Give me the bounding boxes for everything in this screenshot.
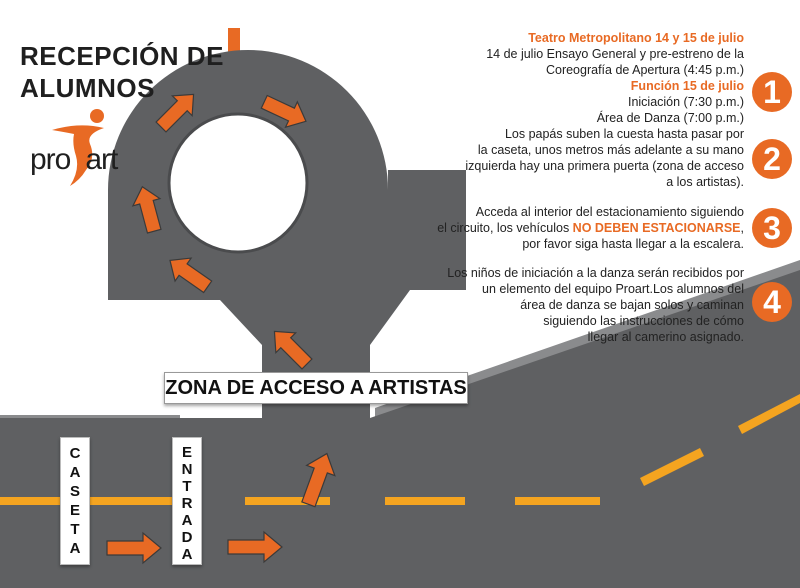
step-4-line-4: siguiendo las instrucciones de cómo <box>543 314 744 328</box>
step-3-badge: 3 <box>752 208 792 248</box>
entrada-letter: R <box>181 495 193 512</box>
step-2-badge: 2 <box>752 139 792 179</box>
step-3-line-1: Acceda al interior del estacionamiento siguiendo <box>475 205 744 219</box>
step-1-line-1: 14 de julio Ensayo General y pre-estreno de la <box>486 47 744 61</box>
caseta-sign <box>60 437 90 565</box>
step-1-line-4: Área de Danza (7:00 p.m.) <box>596 111 744 125</box>
step-1-line-3: Iniciación (7:30 p.m.) <box>627 95 744 109</box>
step-2-line-2: la caseta, unos metros más adelante a su mano <box>477 143 744 157</box>
no-parking-warning: NO DEBEN ESTACIONARSE <box>572 221 741 235</box>
caseta-letter: A <box>69 540 81 557</box>
caseta-letter: S <box>69 483 80 500</box>
step-4-line-2: un elemento del equipo Proart.Los alumnos del <box>482 282 744 296</box>
step-1-badge: 1 <box>752 72 792 112</box>
step-4-line-3: área de danza se bajan solos y caminan <box>520 298 744 312</box>
step-3-line-3: por favor siga hasta llegar a la escalera. <box>522 237 744 251</box>
step-3-line-2-end: , <box>740 221 744 235</box>
step-3-line-2-start: el circuito, los vehículos <box>437 221 573 235</box>
entrada-letter: A <box>181 512 193 529</box>
step-3-text <box>414 204 744 252</box>
step-3-line-2 <box>414 220 744 236</box>
entrada-letter: A <box>181 546 193 563</box>
step-2-line-3: izquierda hay una primera puerta (zona de acceso <box>465 159 744 173</box>
entrada-letter: E <box>181 444 192 461</box>
step-4-text <box>414 265 744 345</box>
caseta-letter: C <box>69 445 81 462</box>
step-2-line-1: Los papás suben la cuesta hasta pasar por <box>504 127 744 141</box>
step-1-subheading: Función 15 de julio <box>630 79 744 93</box>
step-4-line-5: llegar al camerino asignado. <box>587 330 744 344</box>
entrada-letter: N <box>181 461 193 478</box>
entrada-letter: T <box>182 478 192 495</box>
step-1-text <box>414 30 744 126</box>
step-2-line-4: a los artistas). <box>666 175 744 189</box>
entrada-letter: D <box>181 529 193 546</box>
artist-access-zone-label: ZONA DE ACCESO A ARTISTAS <box>164 372 468 404</box>
caseta-letter: A <box>69 464 81 481</box>
roundabout-island <box>169 114 307 252</box>
step-1-heading: Teatro Metropolitano 14 y 15 de julio <box>528 31 744 45</box>
page-title <box>20 40 224 104</box>
title-line-2: ALUMNOS <box>20 73 155 103</box>
proart-logo: pro art <box>30 143 118 176</box>
step-4-badge: 4 <box>752 282 792 322</box>
caseta-letter: T <box>70 521 80 538</box>
step-2-text <box>414 126 744 190</box>
step-1-line-2: Coreografía de Apertura (4:45 p.m.) <box>545 63 744 77</box>
step-4-line-1: Los niños de iniciación a la danza serán recibidos por <box>447 266 744 280</box>
caseta-letter: E <box>69 502 80 519</box>
title-line-1: RECEPCIÓN DE <box>20 41 224 71</box>
entrada-sign <box>172 437 202 565</box>
